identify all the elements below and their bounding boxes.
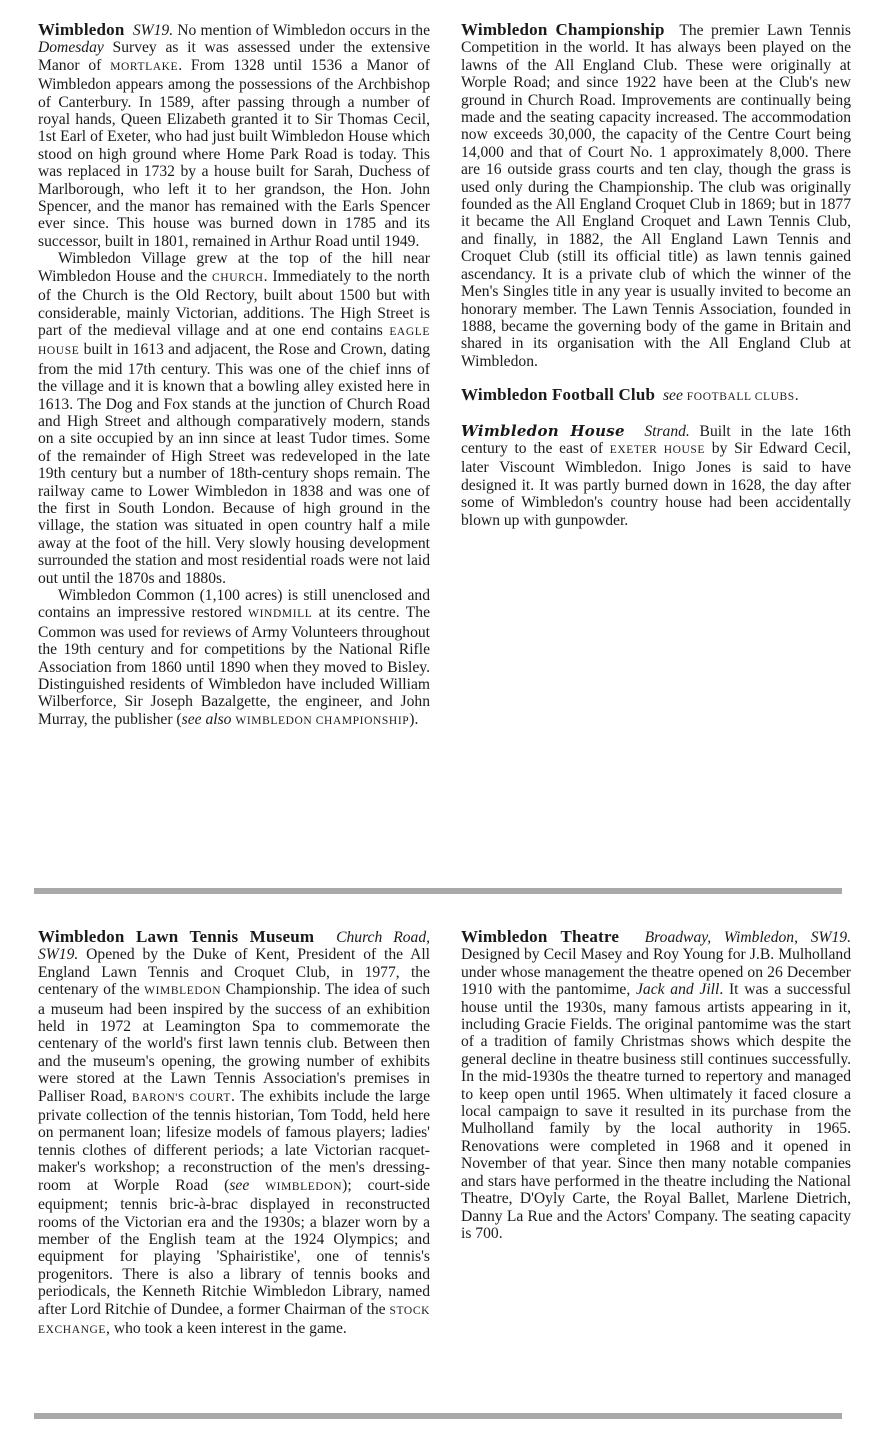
cross-reference: MORTLAKE <box>110 60 179 73</box>
entry-wimbledon-house <box>461 423 851 529</box>
text: , who took a keen interest in the game. <box>106 1319 347 1337</box>
headword: Wimbledon Football Club <box>461 385 656 405</box>
text: see also <box>181 710 232 728</box>
cross-reference: EXETER HOUSE <box>609 443 706 456</box>
right-column-top <box>461 21 851 529</box>
text: Survey as it was assessed under the extensive Manor of <box>38 39 430 74</box>
paragraph <box>38 928 430 1339</box>
text: The premier Lawn Tennis Competition in the world. It has always been played on the lawns of the All England Club. These were originally at Worple Road; and since 1922 have been at the Club's new ground in Church Road. Improvements are continually being made and the seating capacity increased. The accommodation now exceeds 30,000, the capacity of the Centre Court being 14,000 and that of Court No. 1 approximately 8,000. There are 16 outside grass courts and ten clay, though the grass is used only during the Championship. The club was originally founded as the All England Croquet Club in 1869; but in 1877 it became the All England Croquet and Lawn Tennis Club, and finally, in 1882, the All England Lawn Tennis and Croquet Club (still its official title) as lawn tennis gained ascendancy. It is a private club of which the winner of the Men's Singles title in any year is usually invited to become an honorary member. The Lawn Tennis Association, founded in 1888, became the governing body of the game in Britain and shared in its organisation with the All England Club at Wimbledon. <box>461 22 851 370</box>
cross-reference: CHURCH <box>212 271 264 284</box>
text: Wimbledon Common (1,100 acres) is still unenclosed and contains an impressive restored <box>38 587 430 622</box>
entry-wimbledon <box>38 21 430 730</box>
paragraph <box>461 928 851 1242</box>
text: at its centre. The Common was used for reviews of Army Volunteers throughout the 19th century and for competitions by the National Rifle Association from 1860 until 1890 when they moved to Bisley. Distinguished residents of Wimbledon have included William Wilberforce, Sir Joseph Bazalgette, the engineer, and John Murray, the publisher ( <box>38 604 431 728</box>
entry-theatre <box>461 928 851 1242</box>
text: Jack and Jill <box>635 981 720 999</box>
cross-reference: WIMBLEDON CHAMPIONSHIP <box>235 714 410 727</box>
cross-reference: WIMBLEDON <box>144 985 222 998</box>
divider <box>34 1413 842 1419</box>
text: . <box>794 387 799 405</box>
subtitle: SW19. <box>132 22 174 39</box>
text: Designed by Cecil Masey and Roy Young for J.B. Mulholland under whose management the theatre opened on 26 December 1910 with the pantomime, <box>461 946 851 999</box>
entry-football-club <box>461 386 851 406</box>
text: . It was a successful house until the 1930s, many famous artists appearing in it, including Gracie Fields. The original pantomime was the start of a tradition of family Christmas shows which despite the general decline in theatre business still continues successfully. In the mid-1930s the theatre turned to repertory and managed to keep open until 1965. When ultimately it faced closure a local campaign to save it resulted in its purchase from the Mulholland family by the local authority in 1965. Renovations were completed in 1968 and it opened in November of that year. Since then many notable companies and stars have performed in the theatre including the National Theatre, D'Oyly Carte, the Royal Ballet, Marlene Dietrich, Danny La Rue and the Actors' Company. The seating capacity is 700. <box>461 981 851 1242</box>
text: . Immediately to the north of the Church is the Old Rectory, built about 1500 but with considerable, mainly Victorian, additions. The High Street is part of the medieval village and at one end contains <box>38 267 430 339</box>
subtitle: Strand. <box>644 422 690 440</box>
text: . The exhibits include the large private collection of the tennis historian, Tom Todd, held here on permanent loan; lifesize models of famous players; ladies' tennis clothes of different periods; a late Victorian racquet-maker's workshop; a reconstruction of the men's dressing-room at Worple Road ( <box>38 1087 431 1194</box>
text: built in 1613 and adjacent, the Rose and Crown, dating from the mid 17th century. This was one of the chief inns of the village and it is known that a bowling alley existed here in 1613. The Dog and Fox stands at the junction of Church Road and High Street and although comparatively modern, stands on a site occupied by an inn since at least Tudor times. Some of the remainder of High Street was redeveloped in the late 19th century but a number of 18th-century shops remain. The railway came to Lower Wimbledon in 1838 and was one of the first in South London. Because of high ground in the village, the station was situated in open country half a mile away at the foot of the hill. Very slowly housing development surrounded the station and most residential roads were not laid out until the 1870s and 1880s. <box>38 341 430 587</box>
subtitle: Church Road, SW19. <box>38 929 431 964</box>
cross-reference: WINDMILL <box>248 608 313 621</box>
text: Wimbledon Village grew at the top of the hill near Wimbledon House and the <box>38 250 430 285</box>
text: see <box>229 1176 250 1194</box>
entry-museum <box>38 928 430 1339</box>
paragraph <box>38 250 430 587</box>
cross-reference: FOOTBALL CLUBS <box>686 391 795 404</box>
entry-championship <box>461 21 851 370</box>
text: Championship. The idea of such a museum had been inspired by the success of an exhibition held in 1972 at Leamington Spa to commemorate the centenary of the world's first lawn tennis club. Between then and the museum's opening, the growing number of exhibits were stored at the Lawn Tennis Association's premises in Palliser Road, <box>38 981 430 1105</box>
cross-reference: WIMBLEDON <box>265 1180 343 1193</box>
paragraph <box>38 21 430 250</box>
headword: Wimbledon Theatre <box>461 927 620 946</box>
divider <box>34 888 842 894</box>
cross-reference: STOCK EXCHANGE <box>38 1304 430 1336</box>
text: ). <box>409 710 419 728</box>
cross-reference: EAGLE HOUSE <box>38 325 430 358</box>
text: Built in the late 16th century to the east of <box>461 422 852 457</box>
text: Opened by the Duke of Kent, President of the All England Lawn Tennis and Croquet Club, in 1977, the centenary of the <box>38 946 431 999</box>
headword: Wimbledon Championship <box>461 20 665 39</box>
text: see <box>662 387 683 405</box>
headword: Wimbledon Lawn Tennis Museum <box>38 927 315 946</box>
text: No mention of Wimbledon occurs in the <box>177 22 431 39</box>
headword: Wimbledon <box>38 20 125 39</box>
subtitle: Broadway, Wimbledon, SW19. <box>644 929 852 946</box>
cross-reference: BARON'S COURT <box>131 1091 231 1104</box>
text: . From 1328 until 1536 a Manor of Wimbledon appears among the possessions of the Archbishop of Canterbury. In 1589, after passing through a number of royal hands, Queen Elizabeth granted it to Sir Thomas Cecil, 1st Earl of Exeter, who had just built Wimbledon House which stood on high ground where Home Park Road is today. This was replaced in 1732 by a house built for Sarah, Duchess of Marlborough, who left it to her grandson, the Hon. John Spencer, and the manor has remained with the Earls Spencer ever since. This house was burned down in 1785 and its successor, built in 1801, remained in Arthur Road until 1949. <box>38 56 430 250</box>
text: Domesday <box>38 39 104 57</box>
text: by Sir Edward Cecil, later Viscount Wimbledon. Inigo Jones is said to have designed it. It was partly burned down in 1628, the day after some of Wimbledon's country house had been accidentally blown up with gunpowder. <box>461 439 852 529</box>
text: ); court-side equipment; tennis bric-à-brac displayed in reconstructed rooms of the Victorian era and the 1930s; a blazer worn by a member of the English team at the 1924 Olympics; and equipment for playing 'Sphairistike', one of tennis's progenitors. There is also a library of tennis books and periodicals, the Kenneth Ritchie Wimbledon Library, named after Lord Ritchie of Dundee, a former Chairman of the <box>38 1176 430 1318</box>
paragraph <box>38 587 430 730</box>
headword: Wimbledon House <box>461 421 625 440</box>
